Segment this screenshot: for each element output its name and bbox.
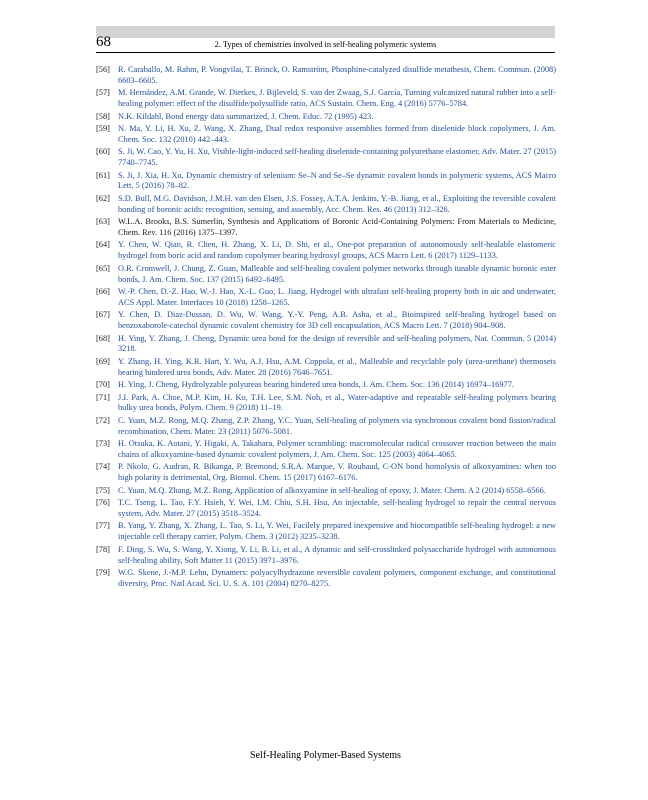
reference-link[interactable]: Y. Chen, W. Qian, R. Chen, H. Zhang, X. Li, D. Shi, et al., One-pot preparation of autonomously self-healable elastomeric hydrogel from boric acid and random copolymer bearing hydroxyl groups, ACS Macro Lett. 6 (2017) 1129–1133. bbox=[118, 240, 556, 261]
reference-link[interactable]: R. Caraballo, M. Rahm, P. Vongvilai, T. Brinck, O. Ramström, Phosphine-catalyzed disulfide metathesis, Chem. Commun. (2008) 6603–6605. bbox=[118, 65, 556, 85]
reference-link[interactable]: N. Ma, Y. Li, H. Xu, Z. Wang, X. Zhang, Dual redox responsive assemblies formed from diselenide block copolymers, J. Am. Chem. Soc. 132 (2010) 442–443. bbox=[118, 124, 556, 144]
reference-number: [78] bbox=[96, 544, 110, 554]
reference-number: [57] bbox=[96, 88, 110, 98]
reference-number: [56] bbox=[96, 65, 110, 74]
reference-number: [72] bbox=[96, 415, 110, 425]
reference-link[interactable]: W.G. Skene, J.-M.P. Lehn, Dynamers: polyacylhydrazone reversible covalent polymers, component exchange, and constitutional diversity, Proc. Natl Acad. Sci. U. S. A. 101 (2004) 8270–8275. bbox=[118, 567, 556, 588]
reference-item bbox=[96, 357, 556, 379]
header-bar bbox=[96, 26, 555, 38]
reference-item bbox=[96, 112, 556, 123]
reference-item bbox=[96, 498, 556, 520]
reference-number: [65] bbox=[96, 263, 110, 273]
reference-number: [79] bbox=[96, 567, 110, 577]
reference-item bbox=[96, 217, 556, 239]
reference-item bbox=[96, 416, 556, 438]
reference-number: [62] bbox=[96, 193, 110, 203]
reference-link[interactable]: J.I. Park, A. Choe, M.P. Kim, H. Ko, T.H. Lee, S.M. Noh, et al., Water-adaptive and repeatable self-healing polymers bearing bulky urea bonds, Polym. Chem. 9 (2018) 11–19. bbox=[118, 392, 556, 413]
reference-item bbox=[96, 393, 556, 415]
reference-number: [77] bbox=[96, 521, 110, 531]
reference-link[interactable]: M. Hernández, A.M. Grande, W. Dierkes, J. Bijleveld, S. van der Zwaag, S.J. García, Turning vulcanized natural rubber into a self-healing polymer: effect of the disulfide/polysulfide ratio, ACS Sustain. Chem. Eng. 4 (2016) 5776–5784. bbox=[118, 88, 556, 109]
reference-item bbox=[96, 334, 556, 356]
reference-link[interactable]: H. Otsuka, K. Aotani, Y. Higaki, A. Takahara, Polymer scrambling: macromolecular radical crossover reaction between the main chains of alkoxyamine-based dynamic covalent polymers, J. Am. Chem. Soc. 125 (2003) 4064–4065. bbox=[118, 439, 556, 459]
reference-link[interactable]: S. Ji, J. Xia, H. Xu, Dynamic chemistry of selenium: Se–N and Se–Se dynamic covalent bonds in polymeric systems, ACS Macro Lett. 5 (2016) 78–82. bbox=[118, 170, 556, 191]
reference-number: [75] bbox=[96, 485, 110, 495]
reference-link[interactable]: H. Ying, Y. Zhang, J. Cheng, Dynamic urea bond for the design of reversible and self-healing polymers, Nat. Commun. 5 (2014) 3218. bbox=[118, 333, 556, 354]
reference-number: [70] bbox=[96, 380, 110, 390]
reference-item bbox=[96, 521, 556, 543]
reference-item bbox=[96, 88, 556, 110]
reference-number: [59] bbox=[96, 124, 110, 133]
reference-item bbox=[96, 568, 556, 590]
reference-number: [73] bbox=[96, 439, 110, 449]
reference-item bbox=[96, 439, 556, 461]
reference-link[interactable]: P. Nkolo, G. Audran, R. Bikanga, P. Bremond, S.R.A. Marque, V. Roubaud, C-ON bond homolysis of alkoxyamines: when too high polarity is detrimental, Org. Biomol. Chem. 15 (2017) 6167–6176. bbox=[118, 462, 556, 483]
reference-number: [68] bbox=[96, 333, 110, 343]
page-number: 68 bbox=[96, 34, 111, 50]
reference-number: [64] bbox=[96, 240, 110, 250]
reference-link[interactable]: N.K. Kildahl, Bond energy data summarized, J. Chem. Educ. 72 (1995) 423. bbox=[118, 111, 374, 121]
reference-link[interactable]: C. Yuan, M.Q. Zhang, M.Z. Rong, Application of alkoxyamine in self-healing of epoxy, J. Mater. Chem. A 2 (2014) 6558–6566. bbox=[118, 485, 546, 495]
reference-item bbox=[96, 194, 556, 216]
reference-item bbox=[96, 310, 556, 332]
reference-number: [74] bbox=[96, 462, 110, 472]
reference-list bbox=[96, 65, 556, 591]
reference-number: [71] bbox=[96, 392, 110, 402]
reference-link[interactable]: Y. Chen, D. Diaz-Dussan, D. Wu, W. Wang, Y.-Y. Peng, A.B. Asha, et al., Bioinspired self-healing hydrogel based on benzoxaborole-catechol dynamic covalent chemistry for 3D cell encapsulation, ACS Macro Lett. 7 (2018) 904–908. bbox=[118, 310, 556, 331]
reference-number: [60] bbox=[96, 147, 110, 157]
reference-link[interactable]: C. Yuan, M.Z. Rong, M.Q. Zhang, Z.P. Zhang, Y.C. Yuan, Self-healing of polymers via synchronous covalent bond fission/radical recombination, Chem. Mater. 23 (2011) 5076–5081. bbox=[118, 415, 556, 436]
reference-text: W.L.A. Brooks, B.S. Sumerlin, Synthesis and Applications of Boronic Acid-Containing Polymers: From Materials to Medicine, Chem. Rev. 116 (2016) 1375–1397. bbox=[118, 217, 556, 237]
reference-item bbox=[96, 240, 556, 262]
running-head: 2. Types of chemistries involved in self-healing polymeric systems bbox=[214, 40, 437, 49]
reference-link[interactable]: B. Yang, Y. Zhang, X. Zhang, L. Tao, S. Li, Y. Wei, Facilely prepared inexpensive and biocompatible self-healing hydrogel: a new injectable cell therapy carrier, Polym. Chem. 3 (2012) 3235–3238. bbox=[118, 521, 556, 542]
reference-item bbox=[96, 486, 556, 497]
reference-item bbox=[96, 545, 556, 567]
reference-item bbox=[96, 147, 556, 169]
reference-number: [61] bbox=[96, 170, 110, 180]
reference-item bbox=[96, 171, 556, 193]
reference-link[interactable]: S.D. Bull, M.G. Davidson, J.M.H. van den Elsen, J.S. Fossey, A.T.A. Jenkins, Y.-B. Jiang, et al., Exploiting the reversible covalent bonding of boronic acids: recognition, sensing, and assembly, Acc. Chem. Res. 46 (2013) 312–326. bbox=[118, 193, 556, 214]
reference-item bbox=[96, 462, 556, 484]
reference-item bbox=[96, 65, 556, 87]
reference-number: [76] bbox=[96, 498, 110, 508]
reference-item bbox=[96, 124, 556, 146]
reference-link[interactable]: T.C. Tseng, L. Tao, F.Y. Hsieh, Y. Wei, I.M. Chiu, S.H. Hsu, An injectable, self-healing hydrogel to repair the central nervous system, Adv. Mater. 27 (2015) 3518–3524. bbox=[118, 498, 556, 518]
header-rule bbox=[96, 52, 555, 53]
reference-link[interactable]: W.-P. Chen, D.-Z. Hao, W.-J. Hao, X.-L. Guo, L. Jiang, Hydrogel with ultrafast self-healing property both in air and underwater, ACS Appl. Mater. Interfaces 10 (2018) 1258–1265. bbox=[118, 286, 556, 307]
footer-book-title: Self-Healing Polymer-Based Systems bbox=[250, 750, 401, 761]
reference-link[interactable]: Y. Zhang, H. Ying, K.R. Hart, Y. Wu, A.J. Hsu, A.M. Coppola, et al., Malleable and recyclable poly (urea-urethane) thermosets bearing hindered urea bonds, Adv. Mater. 28 (2016) 7646–7651. bbox=[118, 356, 556, 377]
reference-link[interactable]: H. Ying, J. Cheng, Hydrolyzable polyureas bearing hindered urea bonds, J. Am. Chem. Soc. 136 (2014) 16974–16977. bbox=[118, 380, 514, 390]
reference-item bbox=[96, 380, 556, 391]
reference-number: [67] bbox=[96, 310, 110, 320]
reference-number: [63] bbox=[96, 217, 110, 227]
reference-number: [69] bbox=[96, 356, 110, 366]
reference-item bbox=[96, 264, 556, 286]
reference-number: [66] bbox=[96, 286, 110, 296]
reference-link[interactable]: F. Ding, S. Wu, S. Wang, Y. Xiong, Y. Li, B. Li, et al., A dynamic and self-crosslinked polysaccharide hydrogel with autonomous self-healing ability, Soft Matter 11 (2015) 3971–3976. bbox=[118, 544, 556, 565]
reference-number: [58] bbox=[96, 111, 110, 121]
reference-item bbox=[96, 287, 556, 309]
reference-link[interactable]: S. Ji, W. Cao, Y. Yu, H. Xu, Visible-light-induced self-healing diselenide-containing polyurethane elastomer, Adv. Mater. 27 (2015) 7740–7745. bbox=[118, 147, 556, 168]
reference-link[interactable]: O.R. Cromwell, J. Chung, Z. Guan, Malleable and self-healing covalent polymer networks through tunable dynamic boronic ester bonds, J. Am. Chem. Soc. 137 (2015) 6492–6495. bbox=[118, 263, 556, 284]
